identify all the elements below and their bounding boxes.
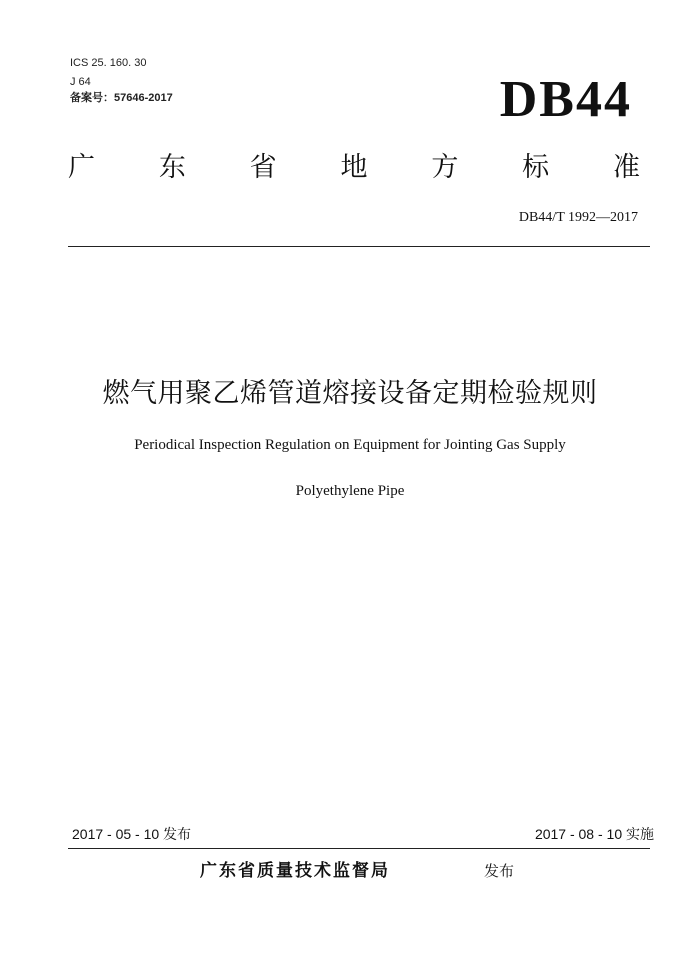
issue-date: 2017 - 05 - 10 发布: [72, 826, 192, 842]
record-number: 备案号：57646-2017: [70, 92, 173, 104]
standard-type-char: 标: [522, 152, 550, 183]
ccs-code: J 64: [70, 76, 91, 88]
standard-type-char: 方: [431, 152, 459, 183]
header-divider: [68, 246, 650, 247]
standard-type-char: 省: [249, 152, 277, 183]
publisher-name: 广东省质量技术监督局: [200, 861, 390, 881]
standard-type-heading: [68, 150, 640, 186]
document-title-english-line2: Polyethylene Pipe: [295, 483, 405, 499]
document-title-chinese: 燃气用聚乙烯管道熔接设备定期检验规则: [102, 378, 598, 409]
standard-number: DB44/T 1992—2017: [518, 210, 638, 225]
footer-divider: [68, 848, 650, 849]
ics-code: ICS 25. 160. 30: [70, 57, 147, 69]
publish-label: 发布: [484, 862, 515, 880]
standard-type-char: 东: [158, 152, 186, 183]
standard-type-char: 广: [68, 152, 95, 183]
document-title-english-line1: Periodical Inspection Regulation on Equipment for Jointing Gas Supply: [134, 437, 566, 453]
standard-type-char: 地: [340, 152, 368, 183]
standard-brand-db44: DB44: [499, 71, 632, 128]
implementation-date: 2017 - 08 - 10 实施: [534, 826, 654, 842]
standard-type-char: 准: [612, 152, 640, 183]
